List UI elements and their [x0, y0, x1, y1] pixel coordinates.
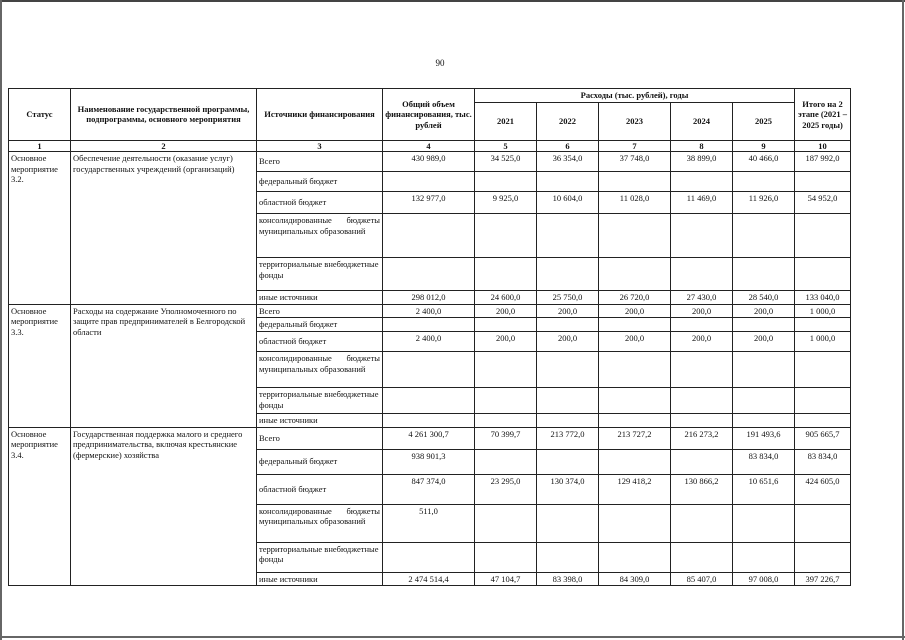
measure-name: Расходы на содержание Уполномоченного по защите прав предпринимателей в Белгородской области — [71, 304, 257, 427]
itogo-cell — [795, 214, 851, 258]
year-cell — [475, 352, 537, 388]
header-year: 2025 — [733, 102, 795, 140]
year-cell — [599, 172, 671, 192]
year-cell: 85 407,0 — [671, 572, 733, 586]
year-cell — [475, 214, 537, 258]
year-cell: 40 466,0 — [733, 152, 795, 172]
column-number: 9 — [733, 140, 795, 152]
column-number: 8 — [671, 140, 733, 152]
year-cell — [537, 214, 599, 258]
page-frame-bottom — [0, 636, 905, 638]
total-cell — [383, 214, 475, 258]
total-cell — [383, 172, 475, 192]
year-cell — [733, 388, 795, 414]
year-cell: 200,0 — [671, 304, 733, 318]
year-cell — [537, 542, 599, 572]
year-cell: 216 273,2 — [671, 427, 733, 449]
year-cell — [733, 318, 795, 332]
year-cell: 27 430,0 — [671, 291, 733, 305]
total-cell: 938 901,3 — [383, 449, 475, 474]
source-cell: консолидированные бюджеты муниципальных образований — [257, 504, 383, 542]
year-cell: 200,0 — [671, 332, 733, 352]
year-cell: 84 309,0 — [599, 572, 671, 586]
total-cell: 2 400,0 — [383, 304, 475, 318]
measure-name: Обеспечение деятельности (оказание услуг) государственных учреждений (организаций) — [71, 152, 257, 305]
year-cell: 70 399,7 — [475, 427, 537, 449]
source-cell: территориальные внебюджетные фонды — [257, 542, 383, 572]
column-number: 2 — [71, 140, 257, 152]
measure-status: Основное мероприятие 3.4. — [9, 427, 71, 586]
year-cell — [599, 449, 671, 474]
year-cell: 10 651,6 — [733, 474, 795, 504]
year-cell: 37 748,0 — [599, 152, 671, 172]
year-cell: 130 866,2 — [671, 474, 733, 504]
column-number: 10 — [795, 140, 851, 152]
year-cell: 34 525,0 — [475, 152, 537, 172]
year-cell: 24 600,0 — [475, 291, 537, 305]
year-cell — [475, 388, 537, 414]
column-number: 5 — [475, 140, 537, 152]
year-cell: 200,0 — [599, 332, 671, 352]
header-total: Общий объем финансирования, тыс. рублей — [383, 89, 475, 141]
year-cell — [475, 504, 537, 542]
source-cell: федеральный бюджет — [257, 172, 383, 192]
source-cell: территориальные внебюджетные фонды — [257, 388, 383, 414]
column-number: 6 — [537, 140, 599, 152]
page-number: 90 — [435, 58, 445, 68]
header-expenses: Расходы (тыс. рублей), годы — [475, 89, 795, 103]
year-cell: 200,0 — [475, 332, 537, 352]
year-cell — [671, 414, 733, 428]
year-cell: 36 354,0 — [537, 152, 599, 172]
itogo-cell: 83 834,0 — [795, 449, 851, 474]
header-year: 2021 — [475, 102, 537, 140]
table-row — [9, 427, 851, 449]
year-cell: 28 540,0 — [733, 291, 795, 305]
measure-group — [9, 152, 851, 305]
itogo-cell — [795, 542, 851, 572]
itogo-cell — [795, 504, 851, 542]
year-cell: 200,0 — [475, 304, 537, 318]
total-cell — [383, 414, 475, 428]
year-cell — [599, 352, 671, 388]
year-cell: 10 604,0 — [537, 192, 599, 214]
year-cell: 129 418,2 — [599, 474, 671, 504]
year-cell: 38 899,0 — [671, 152, 733, 172]
itogo-cell: 1 000,0 — [795, 332, 851, 352]
year-cell: 26 720,0 — [599, 291, 671, 305]
itogo-cell: 905 665,7 — [795, 427, 851, 449]
year-cell: 83 398,0 — [537, 572, 599, 586]
source-cell: федеральный бюджет — [257, 318, 383, 332]
year-cell — [537, 449, 599, 474]
total-cell: 2 400,0 — [383, 332, 475, 352]
year-cell — [599, 504, 671, 542]
source-cell: Всего — [257, 427, 383, 449]
itogo-cell: 133 040,0 — [795, 291, 851, 305]
year-cell — [599, 414, 671, 428]
source-cell: федеральный бюджет — [257, 449, 383, 474]
year-cell: 213 772,0 — [537, 427, 599, 449]
year-cell — [671, 318, 733, 332]
column-number: 1 — [9, 140, 71, 152]
page-frame-left — [0, 0, 2, 640]
total-cell: 430 989,0 — [383, 152, 475, 172]
source-cell: иные источники — [257, 572, 383, 586]
itogo-cell — [795, 388, 851, 414]
year-cell — [475, 449, 537, 474]
column-number: 7 — [599, 140, 671, 152]
source-cell: территориальные внебюджетные фонды — [257, 258, 383, 291]
total-cell: 2 474 514,4 — [383, 572, 475, 586]
header-status: Статус — [9, 89, 71, 141]
header-name: Наименование государственной программы, подпрограммы, основного мероприятия — [71, 89, 257, 141]
year-cell — [537, 504, 599, 542]
header-year: 2022 — [537, 102, 599, 140]
itogo-cell: 397 226,7 — [795, 572, 851, 586]
financing-table — [8, 88, 851, 586]
page-frame-right — [902, 0, 904, 640]
year-cell: 200,0 — [733, 332, 795, 352]
year-cell: 97 008,0 — [733, 572, 795, 586]
year-cell: 130 374,0 — [537, 474, 599, 504]
year-cell: 23 295,0 — [475, 474, 537, 504]
itogo-cell: 54 952,0 — [795, 192, 851, 214]
source-cell: консолидированные бюджеты муниципальных образований — [257, 352, 383, 388]
year-cell — [671, 214, 733, 258]
year-cell — [599, 318, 671, 332]
year-cell — [733, 172, 795, 192]
header-year: 2024 — [671, 102, 733, 140]
year-cell — [537, 258, 599, 291]
year-cell: 11 469,0 — [671, 192, 733, 214]
total-cell: 847 374,0 — [383, 474, 475, 504]
measure-status: Основное мероприятие 3.2. — [9, 152, 71, 305]
year-cell — [671, 172, 733, 192]
page-frame-top — [0, 0, 905, 2]
column-number: 4 — [383, 140, 475, 152]
year-cell: 213 727,2 — [599, 427, 671, 449]
source-cell: консолидированные бюджеты муниципальных образований — [257, 214, 383, 258]
total-cell: 298 012,0 — [383, 291, 475, 305]
year-cell — [475, 258, 537, 291]
year-cell — [671, 449, 733, 474]
year-cell — [733, 414, 795, 428]
total-cell: 511,0 — [383, 504, 475, 542]
table-header — [9, 89, 851, 152]
header-sources: Источники финансирования — [257, 89, 383, 141]
total-cell: 132 977,0 — [383, 192, 475, 214]
year-cell: 11 926,0 — [733, 192, 795, 214]
year-cell — [537, 318, 599, 332]
year-cell — [475, 172, 537, 192]
header-year: 2023 — [599, 102, 671, 140]
year-cell: 11 028,0 — [599, 192, 671, 214]
total-cell — [383, 318, 475, 332]
itogo-cell — [795, 172, 851, 192]
year-cell: 191 493,6 — [733, 427, 795, 449]
year-cell — [733, 504, 795, 542]
year-cell — [537, 352, 599, 388]
total-cell — [383, 542, 475, 572]
itogo-cell — [795, 352, 851, 388]
source-cell: иные источники — [257, 291, 383, 305]
year-cell — [475, 414, 537, 428]
year-cell — [671, 352, 733, 388]
source-cell: Всего — [257, 152, 383, 172]
source-cell: областной бюджет — [257, 332, 383, 352]
year-cell — [671, 258, 733, 291]
year-cell — [733, 542, 795, 572]
total-cell — [383, 388, 475, 414]
source-cell: областной бюджет — [257, 192, 383, 214]
itogo-cell — [795, 318, 851, 332]
source-cell: областной бюджет — [257, 474, 383, 504]
year-cell — [537, 388, 599, 414]
itogo-cell: 187 992,0 — [795, 152, 851, 172]
year-cell — [599, 214, 671, 258]
year-cell: 9 925,0 — [475, 192, 537, 214]
measure-group — [9, 427, 851, 586]
measure-status: Основное мероприятие 3.3. — [9, 304, 71, 427]
year-cell — [537, 172, 599, 192]
table-row — [9, 152, 851, 172]
source-cell: Всего — [257, 304, 383, 318]
year-cell: 83 834,0 — [733, 449, 795, 474]
year-cell — [671, 542, 733, 572]
year-cell: 25 750,0 — [537, 291, 599, 305]
year-cell: 200,0 — [537, 332, 599, 352]
table-row — [9, 304, 851, 318]
year-cell — [733, 258, 795, 291]
itogo-cell — [795, 414, 851, 428]
year-cell: 200,0 — [599, 304, 671, 318]
year-cell — [671, 388, 733, 414]
year-cell — [599, 388, 671, 414]
year-cell — [475, 318, 537, 332]
itogo-cell: 1 000,0 — [795, 304, 851, 318]
total-cell: 4 261 300,7 — [383, 427, 475, 449]
year-cell — [733, 214, 795, 258]
year-cell — [733, 352, 795, 388]
year-cell: 200,0 — [537, 304, 599, 318]
year-cell — [599, 542, 671, 572]
year-cell: 200,0 — [733, 304, 795, 318]
year-cell — [671, 504, 733, 542]
total-cell — [383, 258, 475, 291]
total-cell — [383, 352, 475, 388]
source-cell: иные источники — [257, 414, 383, 428]
header-itogo: Итого на 2 этапе (2021 – 2025 годы) — [795, 89, 851, 141]
itogo-cell — [795, 258, 851, 291]
year-cell — [599, 258, 671, 291]
itogo-cell: 424 605,0 — [795, 474, 851, 504]
measure-name: Государственная поддержка малого и среднего предпринимательства, включая крестьянские (фермерские) хозяйства — [71, 427, 257, 586]
column-number-row — [9, 140, 851, 152]
measure-group — [9, 304, 851, 427]
year-cell — [537, 414, 599, 428]
year-cell: 47 104,7 — [475, 572, 537, 586]
year-cell — [475, 542, 537, 572]
column-number: 3 — [257, 140, 383, 152]
